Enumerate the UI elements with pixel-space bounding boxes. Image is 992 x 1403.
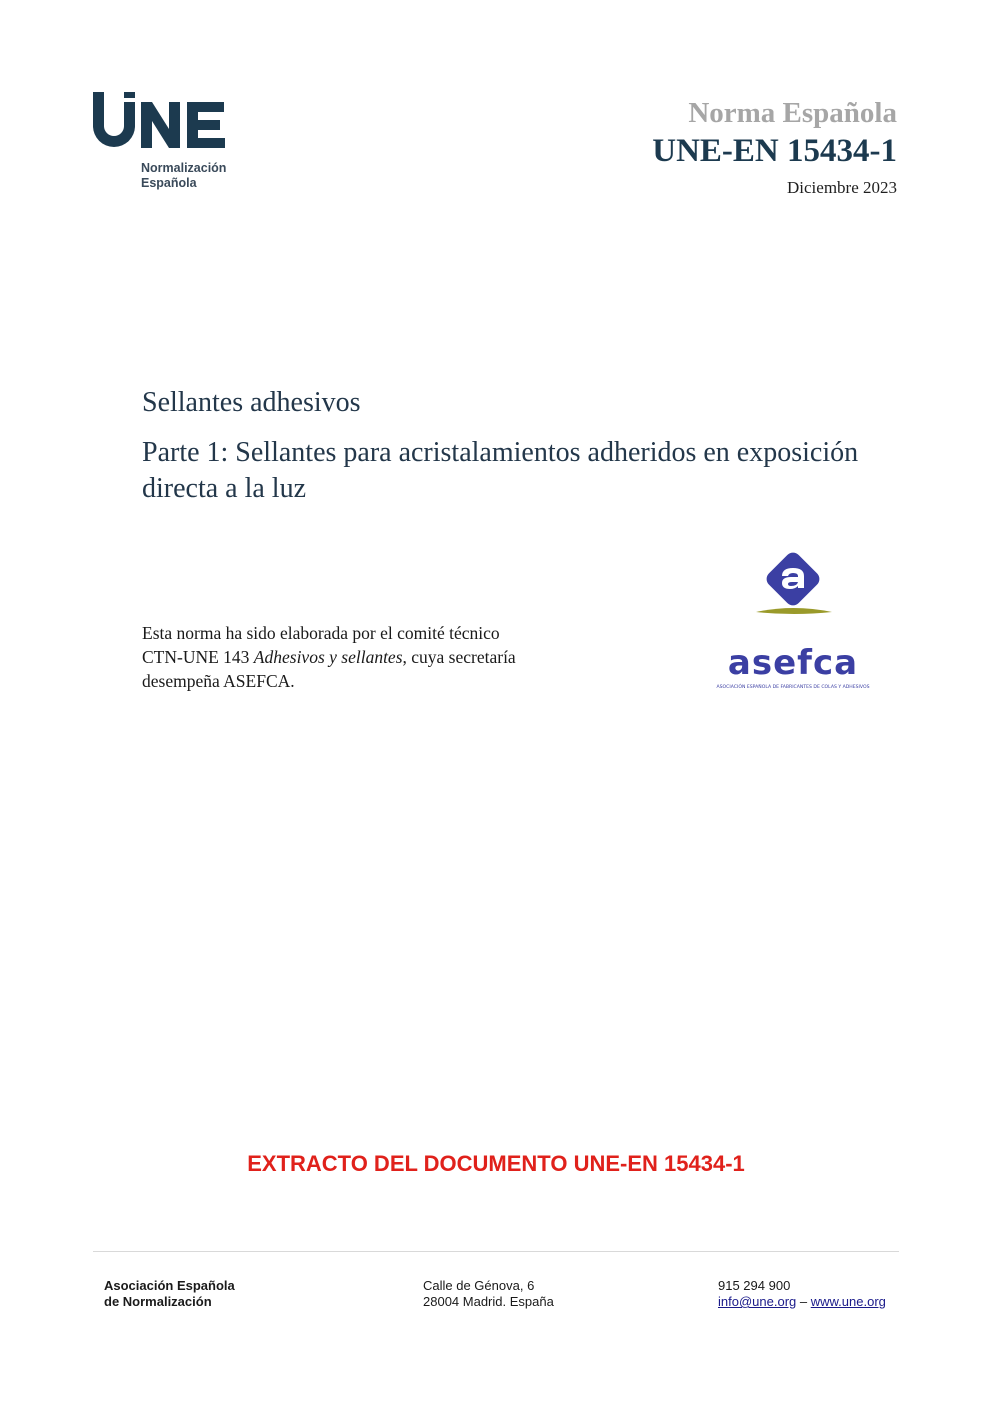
norma-code: UNE-EN 15434-1 bbox=[652, 133, 897, 169]
footer-org-line1: Asociación Española bbox=[104, 1278, 235, 1293]
footer-address-line1: Calle de Génova, 6 bbox=[423, 1278, 535, 1293]
une-subtitle bbox=[141, 161, 226, 191]
asefca-logo-mark bbox=[708, 550, 878, 692]
une-subtitle-line2: Española bbox=[141, 176, 197, 190]
document-part-title: Parte 1: Sellantes para acristalamientos adheridos en exposición directa a la luz bbox=[142, 437, 859, 504]
footer-contact bbox=[718, 1278, 886, 1310]
une-logo-mark bbox=[93, 90, 233, 150]
committee-last-line: desempeña ASEFCA. bbox=[142, 671, 295, 691]
footer-divider bbox=[93, 1251, 899, 1252]
committee-code: CTN-UNE 143 bbox=[142, 647, 250, 667]
asefca-tagline: ASOCIACIÓN ESPAÑOLA DE FABRICANTES DE COLAS Y ADHESIVOS bbox=[716, 685, 870, 690]
committee-secretariat: , cuya secretaría bbox=[402, 647, 516, 667]
document-title: Sellantes adhesivos bbox=[142, 387, 361, 418]
footer-org-line2: de Normalización bbox=[104, 1294, 212, 1309]
standard-header bbox=[652, 96, 897, 198]
norma-label: Norma Española bbox=[688, 97, 897, 129]
footer-address bbox=[423, 1278, 554, 1310]
committee-intro: Esta norma ha sido elaborada por el comité técnico bbox=[142, 623, 500, 643]
asefca-logo bbox=[708, 550, 878, 692]
footer-address-line2: 28004 Madrid. España bbox=[423, 1294, 554, 1309]
footer-organization bbox=[104, 1278, 235, 1310]
website-link[interactable]: www.une.org bbox=[810, 1294, 886, 1309]
committee-name: Adhesivos y sellantes bbox=[253, 647, 403, 667]
committee-statement bbox=[142, 621, 612, 693]
extract-notice: EXTRACTO DEL DOCUMENTO UNE-EN 15434-1 bbox=[247, 1151, 745, 1176]
footer-phone: 915 294 900 bbox=[718, 1278, 791, 1293]
une-logo-text: UNE bbox=[93, 90, 96, 91]
asefca-wordmark: asefca bbox=[727, 643, 859, 683]
une-subtitle-line1: Normalización bbox=[141, 161, 227, 175]
footer-separator: – bbox=[799, 1294, 808, 1309]
footer-links bbox=[718, 1294, 886, 1310]
publication-date: Diciembre 2023 bbox=[787, 178, 897, 197]
email-link[interactable]: info@une.org bbox=[718, 1294, 797, 1309]
